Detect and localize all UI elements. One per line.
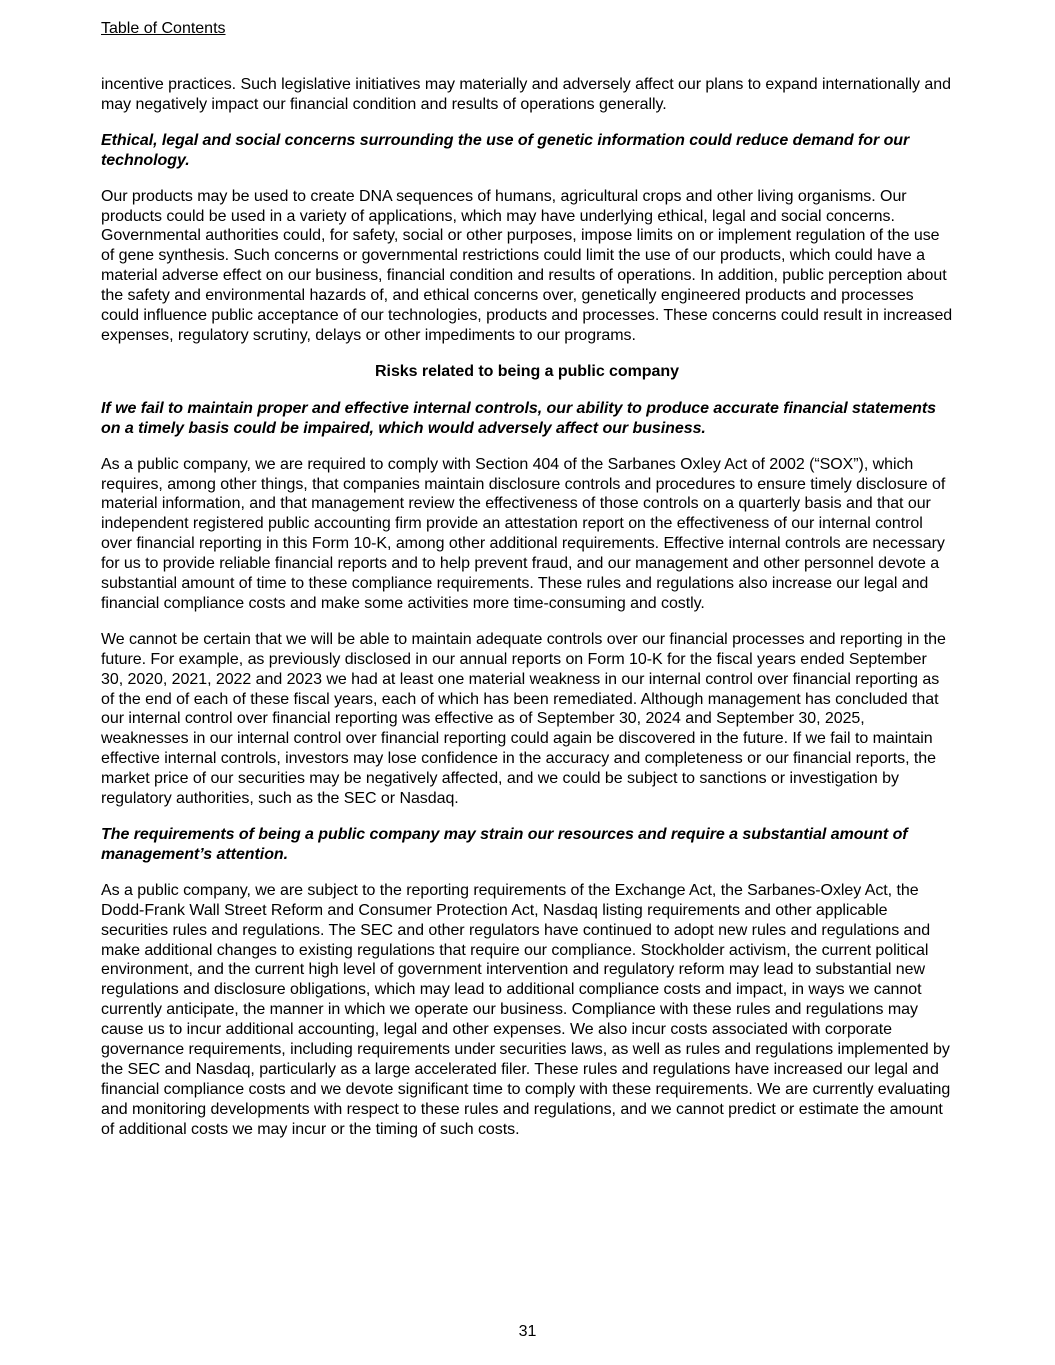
risk-heading-ethical-concerns: Ethical, legal and social concerns surrounding the use of genetic information could reduce demand for our technology. <box>101 131 910 169</box>
page-content <box>101 75 953 1156</box>
paragraph-incentive-practices: incentive practices. Such legislative initiatives may materially and adversely affect our plans to expand internationally and may negatively impact our financial condition and results of operations generally. <box>101 76 951 113</box>
table-of-contents-link[interactable]: Table of Contents <box>101 20 226 37</box>
paragraph-ethical-concerns: Our products may be used to create DNA sequences of humans, agricultural crops and other living organisms. Our products could be used in a variety of applications, which may have underlying ethical, legal and social concerns. Governmental authorities could, for safety, social or other purposes, impose limits on or implement regulation of the use of gene synthesis. Such concerns or governmental restrictions could limit the use of our products, which could have a material adverse effect on our business, financial condition and results of operations. In addition, public perception about the safety and environmental hazards of, and ethical concerns over, genetically engineered products and processes could influence public acceptance of our technologies, products and processes. These concerns could result in increased expenses, regulatory scrutiny, delays or other impediments to our programs. <box>101 187 953 344</box>
paragraph-material-weakness: We cannot be certain that we will be able to maintain adequate controls over our financial processes and reporting in the future. For example, as previously disclosed in our annual reports on Form 10-K for the fiscal years ended September 30, 2020, 2021, 2022 and 2023 we had at least one material weakness in our internal control over financial reporting as of the end of each of these fiscal years, each of which has been remediated. Although management has concluded that our internal control over financial reporting was effective as of September 30, 2024 and September 30, 2025, weaknesses in our internal control over financial reporting could again be discovered in the future. If we fail to maintain effective internal controls, investors may lose confidence in the accuracy and completeness or our financial reports, the market price of our securities may be negatively affected, and we could be subject to sanctions or investigation by regulatory authorities, such as the SEC or Nasdaq. <box>101 630 946 808</box>
paragraph-reporting-requirements: As a public company, we are subject to the reporting requirements of the Exchange Act, the Sarbanes-Oxley Act, the Dodd-Frank Wall Street Reform and Consumer Protection Act, Nasdaq listing requirements and other applicable securities rules and regulations. The SEC and other regulators have continued to adopt new rules and regulations and make additional changes to existing regulations that require our compliance. Stockholder activism, the current political environment, and the current high level of government intervention and regulatory reform may lead to substantial new regulations and disclosure obligations, which may lead to additional compliance costs and impact, in ways we cannot currently anticipate, the manner in which we operate our business. Compliance with these rules and regulations may cause us to incur additional accounting, legal and other expenses. We also incur costs associated with corporate governance requirements, including requirements under securities laws, as well as rules and regulations implemented by the SEC and Nasdaq, particularly as a large accelerated filer. These rules and regulations have increased our legal and financial compliance costs and we devote significant time to comply with these requirements. We are currently evaluating and monitoring developments with respect to these rules and regulations, and we cannot predict or estimate the amount of additional costs we may incur or the timing of such costs. <box>101 881 951 1138</box>
risk-heading-public-company-requirements: The requirements of being a public company may strain our resources and require a substantial amount of management’s attention. <box>101 826 908 863</box>
paragraph-sox-compliance: As a public company, we are required to comply with Section 404 of the Sarbanes Oxley Act of 2002 (“SOX”), which requires, among other things, that companies maintain disclosure controls and procedures to ensure timely disclosure of material information, and that management review the effectiveness of those controls on a quarterly basis and that our independent registered public accounting firm provide an attestation report on the effectiveness of our internal control over financial reporting in this Form 10-K, among other additional requirements. Effective internal controls are necessary for us to provide reliable financial reports and to help prevent fraud, and our management and other personnel devote a substantial amount of time to these compliance requirements. These rules and regulations also increase our legal and financial compliance costs and make some activities more time-consuming and costly. <box>101 455 946 612</box>
section-title-public-company-risks: Risks related to being a public company <box>375 362 679 380</box>
risk-heading-internal-controls: If we fail to maintain proper and effective internal controls, our ability to produce accurate financial statements on a timely basis could be impaired, which would adversely affect our business. <box>101 399 937 437</box>
page-number: 31 <box>518 1323 537 1340</box>
